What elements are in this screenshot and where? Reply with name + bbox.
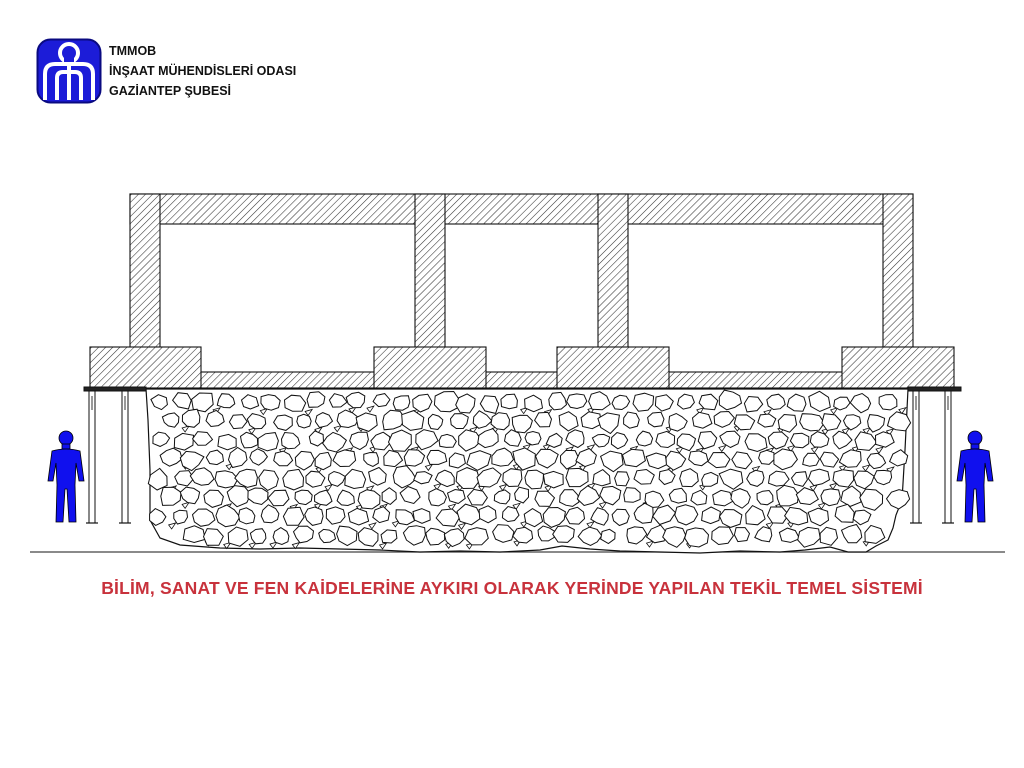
rubble-stone (393, 396, 410, 410)
prop-right-1 (913, 391, 919, 523)
footing-1 (90, 347, 201, 388)
person-figure-right (957, 431, 993, 522)
roof-slab (130, 194, 913, 224)
column-4 (883, 194, 913, 349)
rubble-stone (567, 394, 587, 409)
org-line-3: GAZİANTEP ŞUBESİ (109, 84, 232, 98)
tie-beam-1 (200, 372, 375, 388)
org-line-1: TMMOB (109, 44, 157, 58)
concrete-frame (90, 194, 954, 388)
form-plank-left (84, 387, 146, 391)
rubble-stone (218, 434, 236, 449)
rubble-stone (656, 431, 675, 447)
column-2 (415, 194, 445, 349)
rubble-stone (615, 472, 630, 486)
prop-left-2 (122, 391, 128, 523)
rubble-stone (702, 472, 718, 486)
rubble-stone (759, 450, 775, 464)
column-3 (598, 194, 628, 349)
rubble-stone (879, 395, 897, 410)
rubble-stone (434, 392, 458, 412)
rubble-stone (734, 528, 749, 542)
rubble-stone (348, 508, 368, 525)
rubble-stone (456, 468, 480, 489)
prop-left-1 (89, 391, 95, 523)
prop-right-2 (945, 391, 951, 523)
rubble-stone (297, 414, 311, 428)
footing-2 (374, 347, 486, 388)
rubble-stone (757, 491, 773, 505)
footing-4 (842, 347, 954, 388)
person-figure-left (48, 431, 84, 522)
rubble-stone (358, 490, 380, 509)
rubble-stone (503, 469, 522, 487)
rubble-stone (525, 432, 541, 446)
rubble-fill (146, 389, 911, 553)
rubble-stone (821, 489, 840, 506)
diagram-caption: BİLİM, SANAT VE FEN KAİDELERİNE AYKIRI OLARAK YERİNDE YAPILAN TEKİL TEMEL SİSTEMİ (101, 578, 923, 598)
org-line-2: İNŞAAT MÜHENDİSLERİ ODASI (109, 64, 297, 78)
form-plank-right (908, 387, 961, 391)
rubble-stone (685, 528, 709, 547)
tie-beam-2 (485, 372, 558, 388)
tie-beam-3 (668, 372, 843, 388)
rubble-stone (624, 412, 640, 428)
rubble-stone (566, 468, 588, 486)
column-1 (130, 194, 160, 349)
rubble-stone (465, 528, 489, 545)
footing-3 (557, 347, 669, 388)
